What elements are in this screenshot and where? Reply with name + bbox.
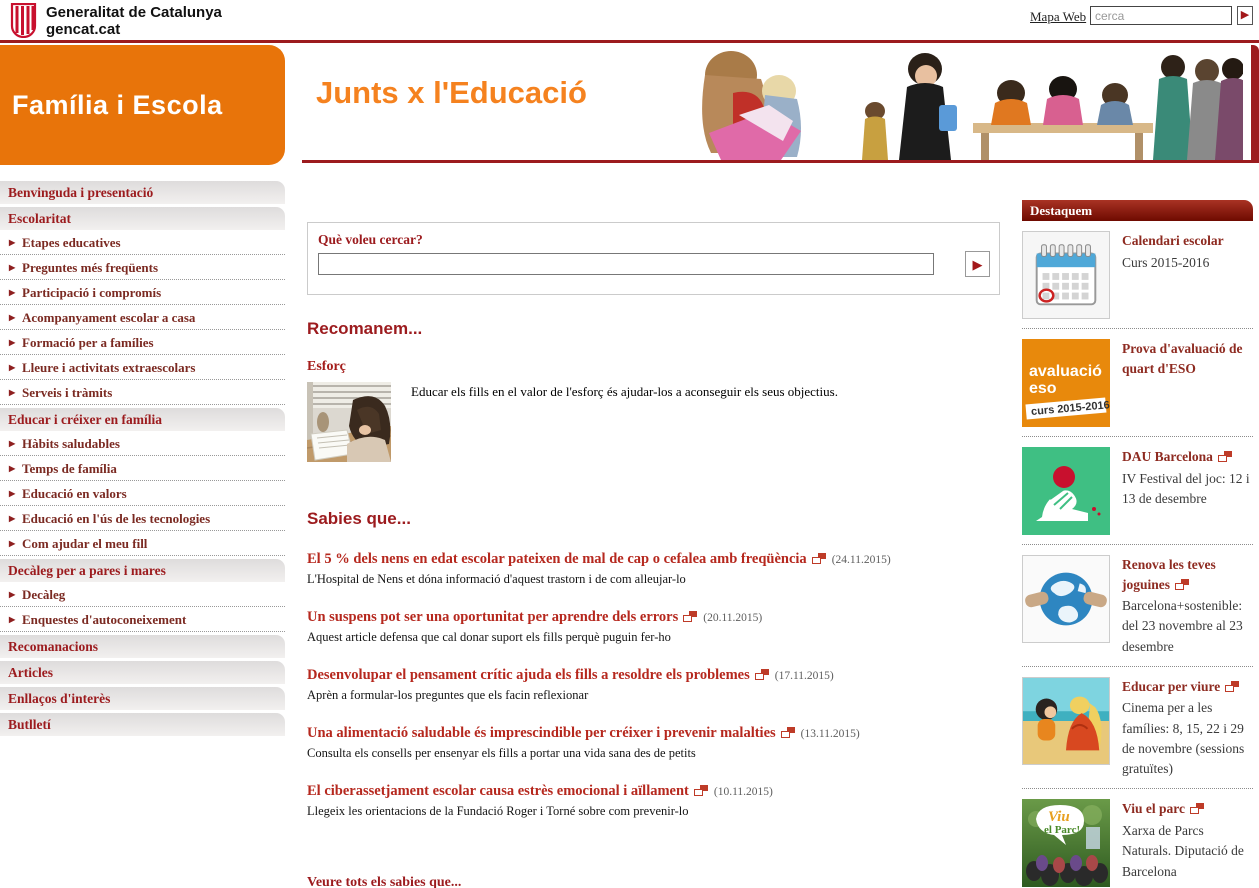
site-title-box[interactable]	[0, 45, 285, 165]
see-all-link[interactable]: Veure tots els sabies que...	[307, 875, 462, 888]
sidebar-item-butlleti[interactable]: Butlletí	[0, 713, 285, 736]
right-triangle-icon: ▶	[9, 338, 16, 347]
right-triangle-icon: ▶	[9, 539, 16, 548]
right-triangle-icon: ▶	[9, 238, 16, 247]
right-triangle-icon: ▶	[9, 388, 16, 397]
article-desc: L'Hospital de Nens et dóna informació d'aquest trastorn i de com alleujar-lo	[307, 572, 686, 586]
svg-text:curs 2015-2016: curs 2015-2016	[1030, 399, 1110, 419]
sidebar-item-recomanacions[interactable]: Recomanacions	[0, 635, 285, 658]
article-desc: Consulta els consells per ensenyar els fills a portar una vida sana des de petits	[307, 746, 696, 760]
article-desc: Aprèn a formular-los preguntes que els facin reflexionar	[307, 688, 589, 702]
content-search-label: Què voleu cercar?	[318, 232, 423, 247]
right-triangle-icon: ▶	[9, 313, 16, 322]
banner	[302, 45, 1259, 163]
destaquem-title[interactable]: Renova les teves joguines	[1122, 557, 1216, 592]
destaquem-desc: Xarxa de Parcs Naturals. Diputació de Barcelona	[1122, 823, 1244, 879]
right-triangle-icon: ▶	[9, 489, 16, 498]
sidebar-item-articles[interactable]: Articles	[0, 661, 285, 684]
destaquem-item-avaluacio[interactable]	[1022, 339, 1253, 427]
esforc-item	[307, 382, 1000, 462]
right-triangle-icon: ▶	[9, 439, 16, 448]
destaquem-header: Destaquem	[1022, 200, 1253, 221]
banner-bottom-rule	[302, 160, 1259, 163]
content-search-panel	[307, 222, 1000, 295]
sidebar-item-enllacos[interactable]: Enllaços d'interès	[0, 687, 285, 710]
logo-subtitle: gencat.cat	[46, 20, 121, 38]
new-window-icon	[1225, 681, 1239, 692]
new-window-icon	[1218, 451, 1232, 462]
top-search-button[interactable]	[1237, 6, 1253, 25]
play-arrow-icon: ▶	[1240, 9, 1250, 21]
svg-text:eso: eso	[1029, 380, 1057, 397]
destaquem-item-viu-parc[interactable]	[1022, 799, 1253, 887]
destaquem-item-dau[interactable]	[1022, 447, 1253, 535]
top-search-input[interactable]	[1090, 6, 1232, 25]
sidebar-item-enquestes[interactable]: ▶ Enquestes d'autoconeixement	[0, 607, 285, 632]
right-triangle-icon: ▶	[9, 514, 16, 523]
esforc-photo[interactable]	[307, 382, 391, 462]
destaquem-desc: IV Festival del joc: 12 i 13 de desembre	[1122, 470, 1250, 506]
sidebar-item-preguntes[interactable]: ▶ Preguntes més freqüents	[0, 255, 285, 280]
svg-text:Viu: Viu	[1048, 809, 1070, 826]
sidebar-item-benvinguda[interactable]: Benvinguda i presentació	[0, 181, 285, 204]
destaquem-title[interactable]: Calendari escolar	[1122, 233, 1224, 248]
sidebar-item-lleure[interactable]: ▶ Lleure i activitats extraescolars	[0, 355, 285, 380]
sidebar-item-ajudar-fill[interactable]: ▶ Com ajudar el meu fill	[0, 531, 285, 556]
article-date: (20.11.2015)	[703, 612, 763, 624]
site-title: Família i Escola	[12, 89, 223, 120]
article-date: (13.11.2015)	[800, 728, 860, 740]
right-triangle-icon: ▶	[9, 590, 16, 599]
svg-text:avaluació: avaluació	[1029, 363, 1102, 380]
dotted-separator	[1022, 328, 1253, 329]
main-content	[307, 222, 1000, 888]
cinema-families-thumb	[1022, 677, 1110, 765]
banner-background	[302, 45, 1251, 160]
destaquem-title[interactable]: Prova d'avaluació de quart d'ESO	[1122, 341, 1243, 376]
svg-text:el Parc!: el Parc!	[1044, 824, 1081, 837]
sabies-heading: Sabies que...	[307, 509, 411, 528]
header-divider	[0, 40, 1259, 43]
article-item	[307, 608, 1000, 645]
sidebar-item-decaleg[interactable]: ▶ Decàleg	[0, 582, 285, 607]
new-window-icon	[694, 785, 708, 796]
sidebar-item-decaleg-pares[interactable]: Decàleg per a pares i mares	[0, 559, 285, 582]
avaluacio-eso-thumb	[1022, 339, 1110, 427]
banner-photo	[483, 45, 1243, 160]
right-triangle-icon: ▶	[9, 288, 16, 297]
article-title-link[interactable]: Una alimentació saludable és imprescindible per créixer i prevenir malalties	[307, 725, 776, 741]
sidebar-item-tecnologies[interactable]: ▶ Educació en l'ús de les tecnologies	[0, 506, 285, 531]
article-item	[307, 724, 1000, 761]
destaquem-item-educar-viure[interactable]	[1022, 677, 1253, 780]
destaquem-item-joguines[interactable]	[1022, 555, 1253, 657]
logo-title: Generalitat de Catalunya	[46, 3, 222, 21]
right-triangle-icon: ▶	[9, 363, 16, 372]
top-header	[0, 0, 1259, 40]
banner-title: Junts x l'Educació	[316, 75, 587, 110]
esforc-title[interactable]: Esforç	[307, 359, 346, 374]
viu-el-parc-thumb	[1022, 799, 1110, 887]
article-desc: Llegeix les orientacions de la Fundació Roger i Torné sobre com prevenir-lo	[307, 804, 689, 818]
article-date: (24.11.2015)	[831, 554, 891, 566]
mapa-web-link[interactable]: Mapa Web	[1030, 9, 1087, 24]
article-desc: Aquest article defensa que cal donar suport els fills perquè puguin fer-ho	[307, 630, 671, 644]
sidebar-item-temps[interactable]: ▶ Temps de família	[0, 456, 285, 481]
dotted-separator	[1022, 788, 1253, 789]
destaquem-desc: Cinema per a les famílies: 8, 15, 22 i 29 de novembre (sessions gratuïtes)	[1122, 700, 1245, 777]
play-arrow-icon: ▶	[972, 256, 983, 272]
recomanem-heading: Recomanem...	[307, 319, 423, 338]
new-window-icon	[781, 727, 795, 738]
new-window-icon	[812, 553, 826, 564]
article-date: (17.11.2015)	[774, 670, 834, 682]
dotted-separator	[1022, 544, 1253, 545]
gencat-logo[interactable]	[10, 3, 222, 38]
article-title-link[interactable]: El 5 % dels nens en edat escolar pateixen de mal de cap o cefalea amb freqüència	[307, 551, 807, 567]
right-triangle-icon: ▶	[9, 464, 16, 473]
right-triangle-icon: ▶	[9, 615, 16, 624]
destaquem-desc: Barcelona+sostenible: del 23 novembre al 23 desembre	[1122, 598, 1243, 654]
sidebar-item-etapes[interactable]: ▶ Etapes educatives	[0, 230, 285, 255]
logo-text	[46, 4, 222, 38]
destaquem-title[interactable]: Educar per viure	[1122, 677, 1253, 697]
destaquem-title[interactable]: DAU Barcelona	[1122, 447, 1253, 467]
article-date: (10.11.2015)	[713, 786, 773, 798]
destaquem-item-calendari[interactable]	[1022, 231, 1253, 319]
sidebar-item-serveis[interactable]: ▶ Serveis i tràmits	[0, 380, 285, 405]
content-search-button[interactable]	[965, 251, 990, 277]
sidebar-item-valors[interactable]: ▶ Educació en valors	[0, 481, 285, 506]
new-window-icon	[755, 669, 769, 680]
sidebar-item-habits[interactable]: ▶ Hàbits saludables	[0, 431, 285, 456]
sidebar-item-participacio[interactable]: ▶ Participació i compromís	[0, 280, 285, 305]
new-window-icon	[683, 611, 697, 622]
left-menu	[0, 178, 285, 736]
new-window-icon	[1190, 803, 1204, 814]
dau-thumb	[1022, 447, 1110, 535]
content-search-input[interactable]	[318, 253, 934, 275]
article-title-link[interactable]: Un suspens pot ser una oportunitat per aprendre dels errors	[307, 609, 679, 625]
destaquem-sidebar	[1022, 200, 1253, 888]
article-title-link[interactable]: El ciberassetjament escolar causa estrès emocional i aïllament	[307, 783, 689, 799]
senyera-shield-icon	[10, 3, 37, 38]
globe-hands-thumb	[1022, 555, 1110, 643]
destaquem-title[interactable]: Viu el parc	[1122, 799, 1253, 819]
sidebar-item-acompanyament[interactable]: ▶ Acompanyament escolar a casa	[0, 305, 285, 330]
esforc-text: Educar els fills en el valor de l'esforç és ajudar-los a aconseguir els seus objectius.	[411, 384, 838, 399]
sidebar-item-escolaritat[interactable]: Escolaritat	[0, 207, 285, 230]
article-title-link[interactable]: Desenvolupar el pensament crític ajuda els fills a resoldre els problemes	[307, 667, 750, 683]
right-triangle-icon: ▶	[9, 263, 16, 272]
dotted-separator	[1022, 666, 1253, 667]
new-window-icon	[1175, 579, 1189, 590]
sidebar-item-formacio[interactable]: ▶ Formació per a famílies	[0, 330, 285, 355]
destaquem-desc: Curs 2015-2016	[1122, 254, 1210, 270]
article-item	[307, 550, 1000, 587]
banner-right-strip	[1251, 45, 1259, 160]
calendar-icon	[1022, 231, 1110, 319]
article-item	[307, 666, 1000, 703]
sidebar-item-educar-creixer[interactable]: Educar i créixer en família	[0, 408, 285, 431]
dotted-separator	[1022, 436, 1253, 437]
article-item	[307, 782, 1000, 819]
